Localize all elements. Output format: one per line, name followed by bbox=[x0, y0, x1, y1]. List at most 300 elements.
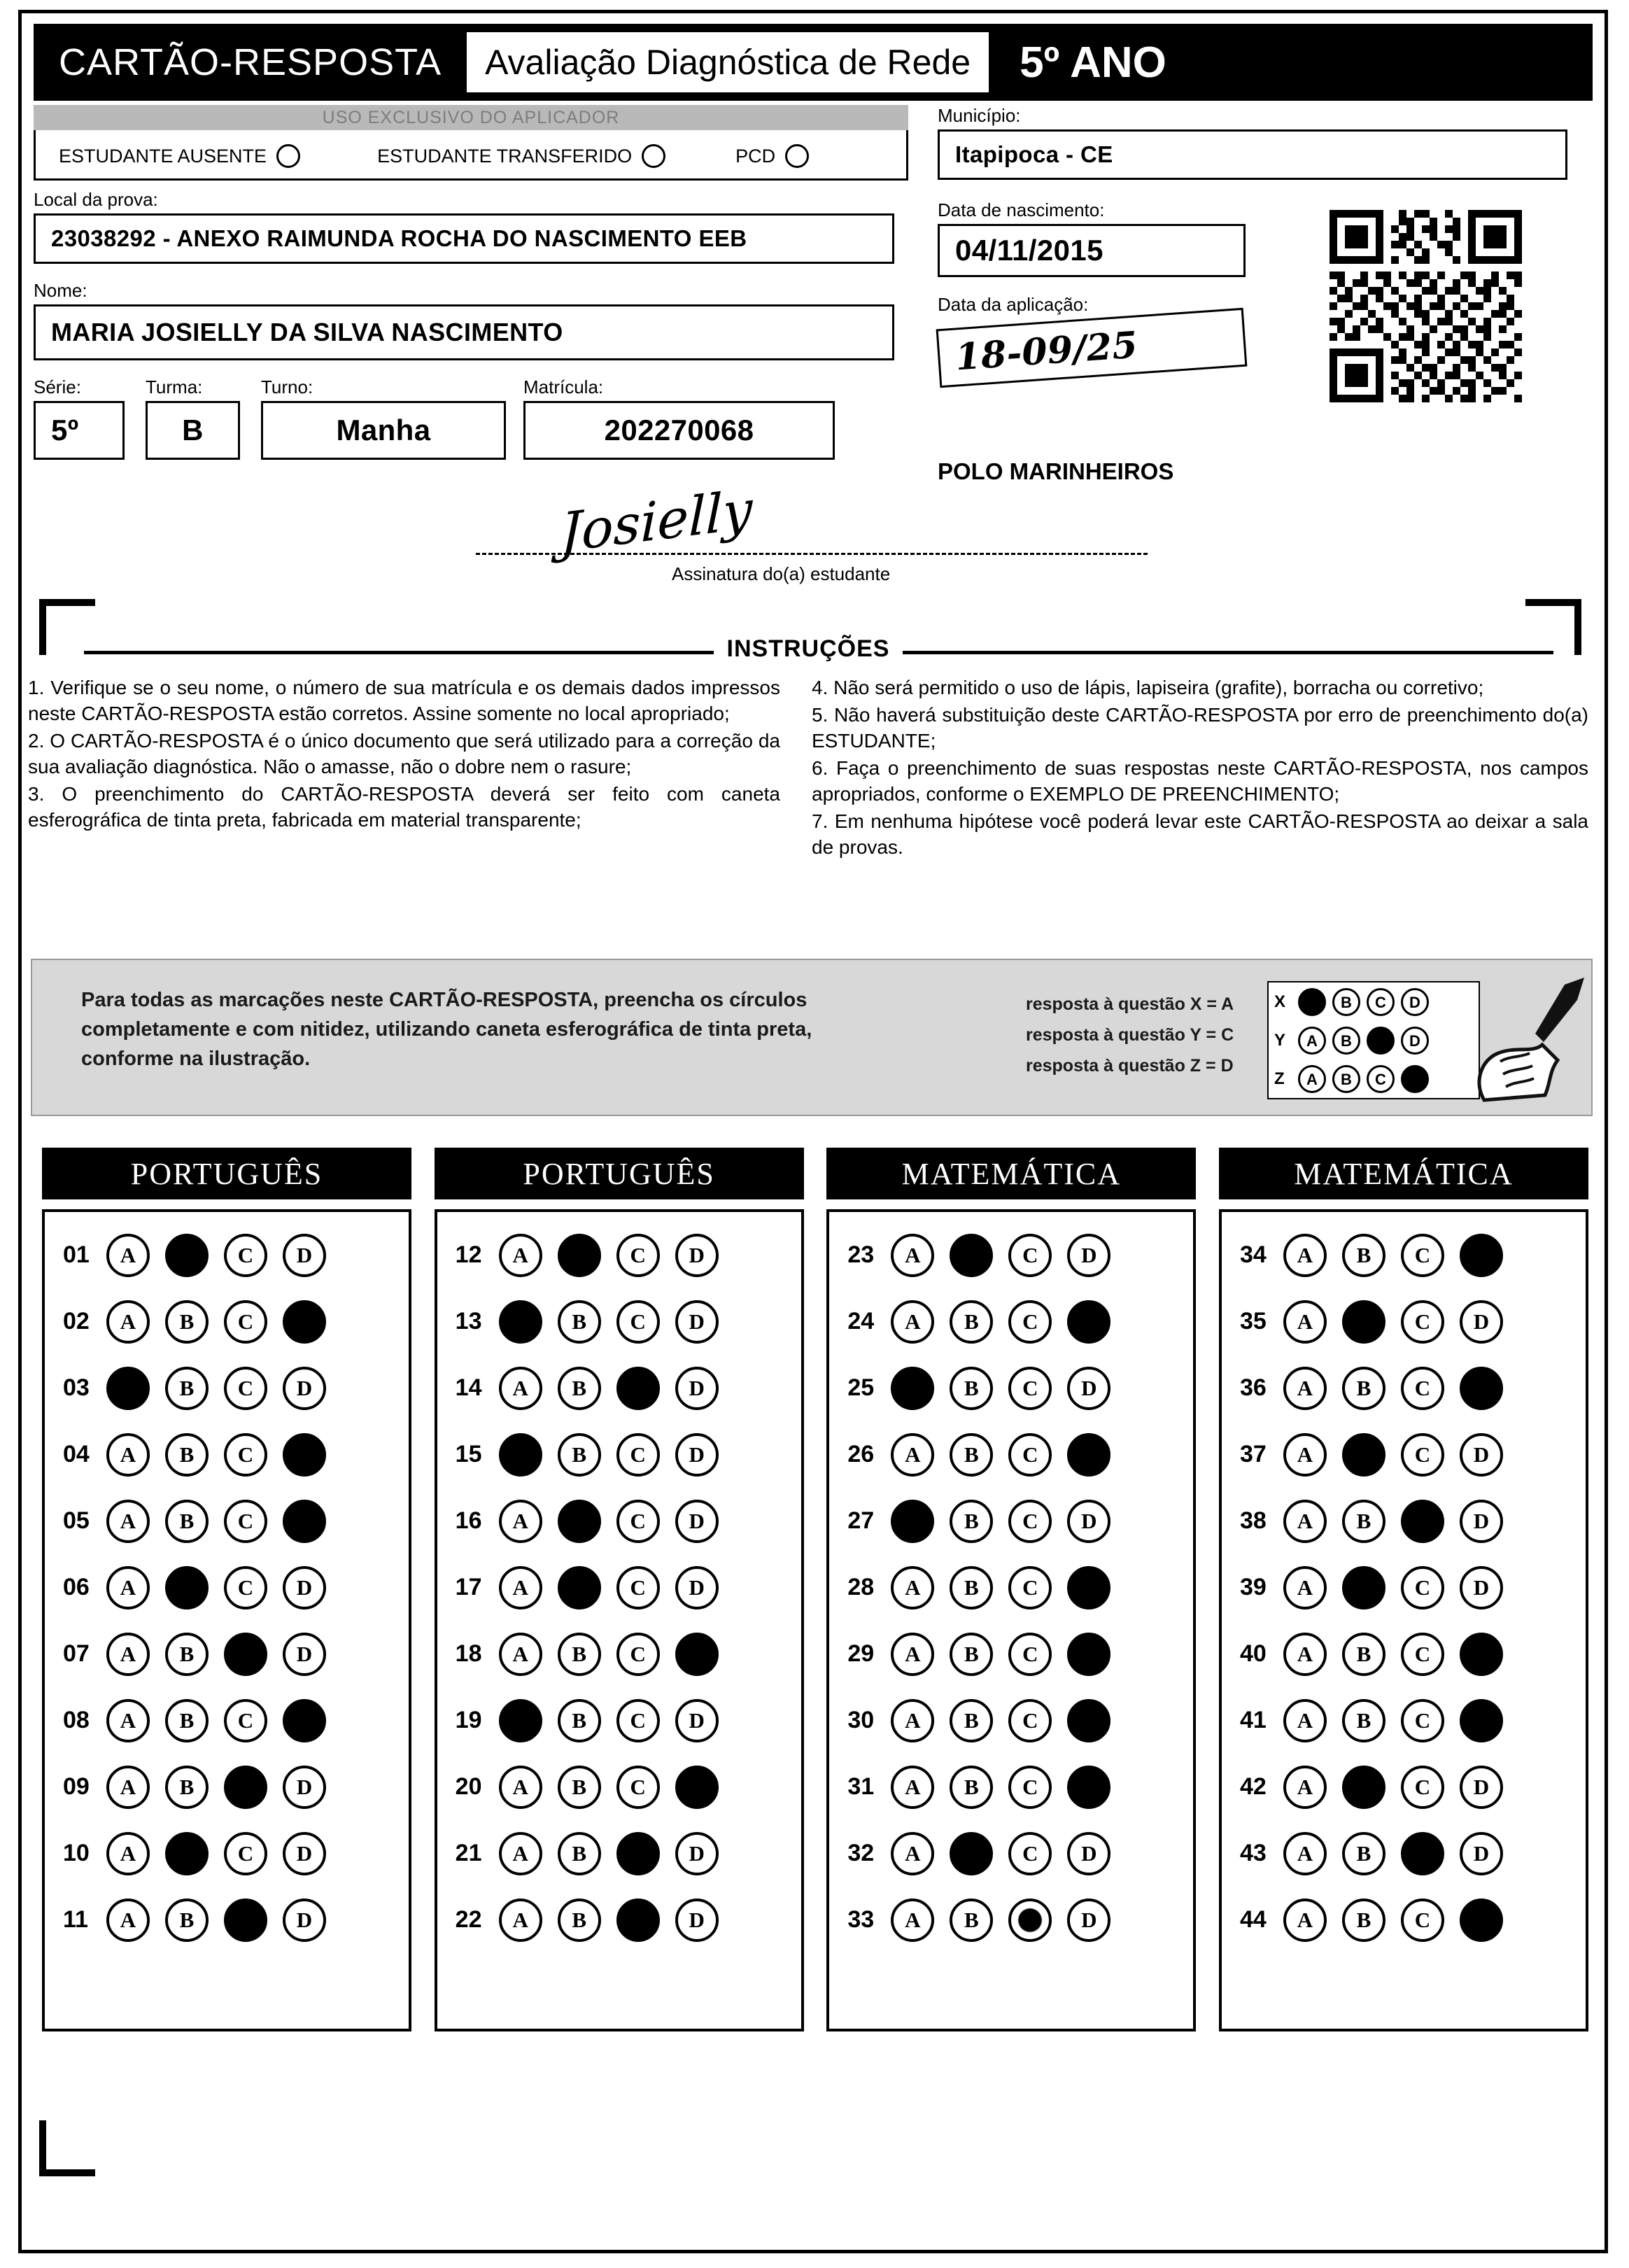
bubble-d[interactable]: D bbox=[675, 1433, 719, 1477]
bubble-b[interactable]: B bbox=[950, 1433, 993, 1477]
bubble-b[interactable]: B bbox=[165, 1766, 209, 1809]
bubble-c[interactable]: C bbox=[224, 1832, 267, 1875]
example-row bbox=[1269, 982, 1479, 1021]
bubble-d[interactable]: D bbox=[1460, 1633, 1503, 1676]
bubble-b[interactable]: B bbox=[1342, 1766, 1385, 1809]
bubble-d[interactable]: D bbox=[1067, 1832, 1110, 1875]
bubble-c[interactable]: C bbox=[224, 1566, 267, 1610]
answer-row[interactable] bbox=[1222, 1754, 1586, 1820]
bubble-c[interactable]: C bbox=[1401, 1633, 1444, 1676]
question-number: 44 bbox=[1239, 1906, 1267, 1933]
bubble-d[interactable]: D bbox=[1460, 1500, 1503, 1543]
answer-row[interactable] bbox=[1222, 1887, 1586, 1953]
bubble-b[interactable]: B bbox=[165, 1367, 209, 1410]
bubble-c[interactable]: C bbox=[224, 1899, 267, 1942]
bubble-d[interactable]: D bbox=[283, 1633, 326, 1676]
answer-row[interactable] bbox=[437, 1288, 801, 1355]
bubble-c[interactable]: C bbox=[1008, 1500, 1052, 1543]
bubble-d[interactable]: D bbox=[675, 1566, 719, 1610]
question-number: 19 bbox=[455, 1707, 482, 1733]
answer-row[interactable] bbox=[1222, 1222, 1586, 1288]
question-number: 37 bbox=[1239, 1441, 1267, 1467]
question-number: 33 bbox=[847, 1906, 875, 1933]
bubble-d[interactable]: D bbox=[1067, 1433, 1110, 1477]
bubble-d[interactable]: D bbox=[1067, 1899, 1110, 1942]
bubble-c[interactable]: C bbox=[1401, 1832, 1444, 1875]
bubble-d[interactable]: D bbox=[1460, 1433, 1503, 1477]
bubble-a[interactable]: A bbox=[1283, 1633, 1327, 1676]
bubble-a[interactable]: A bbox=[499, 1766, 542, 1809]
bubble-a[interactable]: A bbox=[1283, 1433, 1327, 1477]
answer-row[interactable] bbox=[45, 1754, 409, 1820]
bubble-c[interactable]: C bbox=[616, 1433, 660, 1477]
bubble-b[interactable]: B bbox=[165, 1899, 209, 1942]
identification-block bbox=[34, 105, 922, 497]
bubble-c[interactable]: C bbox=[224, 1766, 267, 1809]
example-bubble-b: B bbox=[1332, 988, 1360, 1016]
answer-row[interactable] bbox=[1222, 1554, 1586, 1621]
bubble-c[interactable]: C bbox=[616, 1300, 660, 1344]
bubble-a[interactable]: A bbox=[891, 1699, 934, 1742]
answer-row[interactable] bbox=[437, 1488, 801, 1554]
answer-row[interactable] bbox=[45, 1288, 409, 1355]
bubble-c[interactable]: C bbox=[224, 1433, 267, 1477]
example-row-label: Z bbox=[1274, 1069, 1285, 1088]
answer-row[interactable] bbox=[1222, 1687, 1586, 1754]
answer-row[interactable] bbox=[829, 1488, 1193, 1554]
bubble-d[interactable]: D bbox=[675, 1766, 719, 1809]
bubble-b[interactable]: B bbox=[950, 1566, 993, 1610]
turma-value: B bbox=[146, 401, 240, 460]
bubble-d[interactable]: D bbox=[1460, 1766, 1503, 1809]
bubble-a[interactable]: A bbox=[891, 1433, 934, 1477]
answer-row[interactable] bbox=[437, 1554, 801, 1621]
subject-header: PORTUGUÊS bbox=[435, 1148, 804, 1199]
option-label: PCD bbox=[735, 145, 776, 167]
registration-mark-bottom-left bbox=[39, 2120, 95, 2176]
turno-field bbox=[261, 376, 506, 460]
bubble-c[interactable]: C bbox=[1401, 1500, 1444, 1543]
bubble-d[interactable]: D bbox=[283, 1566, 326, 1610]
answer-column-body bbox=[435, 1209, 804, 2031]
bubble-b[interactable]: B bbox=[558, 1500, 601, 1543]
example-row-label: X bbox=[1274, 992, 1286, 1011]
bubble-d[interactable]: D bbox=[283, 1766, 326, 1809]
bubble-b[interactable]: B bbox=[558, 1367, 601, 1410]
bubble-b[interactable]: B bbox=[558, 1766, 601, 1809]
hand-with-pen-icon bbox=[1460, 978, 1593, 1107]
bubble-c[interactable]: C bbox=[616, 1234, 660, 1277]
bubble-d[interactable]: D bbox=[1067, 1699, 1110, 1742]
answer-row[interactable] bbox=[45, 1820, 409, 1887]
bubble-a[interactable]: A bbox=[499, 1367, 542, 1410]
bubble-b[interactable]: B bbox=[558, 1234, 601, 1277]
answer-row[interactable] bbox=[437, 1621, 801, 1687]
turma-label: Turma: bbox=[146, 376, 203, 397]
bubble-b[interactable]: B bbox=[1342, 1300, 1385, 1344]
question-number: 08 bbox=[63, 1707, 90, 1733]
bubble-d[interactable]: D bbox=[675, 1367, 719, 1410]
bubble-b[interactable]: B bbox=[950, 1367, 993, 1410]
bubble-d[interactable]: D bbox=[283, 1367, 326, 1410]
bubble-a[interactable]: A bbox=[499, 1832, 542, 1875]
bubble-a[interactable]: A bbox=[891, 1832, 934, 1875]
bubble-b[interactable]: B bbox=[558, 1566, 601, 1610]
instruction-item: 7. Em nenhuma hipótese você poderá levar este CARTÃO-RESPOSTA ao deixar a sala de provas. bbox=[812, 810, 1588, 858]
nascimento-value: 04/11/2015 bbox=[938, 224, 1246, 277]
example-bubble-a: A bbox=[1298, 1027, 1326, 1055]
bubble-d[interactable]: D bbox=[675, 1234, 719, 1277]
bubble-a[interactable]: A bbox=[499, 1300, 542, 1344]
answer-row[interactable] bbox=[45, 1621, 409, 1687]
bubble-d[interactable]: D bbox=[1460, 1566, 1503, 1610]
question-number: 27 bbox=[847, 1507, 875, 1534]
bubble-d[interactable]: D bbox=[283, 1832, 326, 1875]
bubble-c[interactable]: C bbox=[616, 1766, 660, 1809]
subject-header: PORTUGUÊS bbox=[42, 1148, 411, 1199]
bubble-a[interactable]: A bbox=[1283, 1899, 1327, 1942]
answer-row[interactable] bbox=[829, 1288, 1193, 1355]
answer-row[interactable] bbox=[1222, 1488, 1586, 1554]
question-number: 35 bbox=[1239, 1308, 1267, 1334]
answer-row[interactable] bbox=[1222, 1288, 1586, 1355]
example-row bbox=[1269, 1059, 1479, 1098]
answer-row[interactable] bbox=[437, 1820, 801, 1887]
answer-row[interactable] bbox=[1222, 1820, 1586, 1887]
bubble-a[interactable]: A bbox=[499, 1699, 542, 1742]
question-number: 04 bbox=[63, 1441, 90, 1467]
bubble-c[interactable]: C bbox=[1008, 1433, 1052, 1477]
bubble-a[interactable]: A bbox=[891, 1500, 934, 1543]
bubble-a[interactable]: A bbox=[1283, 1832, 1327, 1875]
bubble-c[interactable]: C bbox=[224, 1500, 267, 1543]
bubble-c[interactable]: C bbox=[1401, 1766, 1444, 1809]
bubble-d[interactable]: D bbox=[283, 1699, 326, 1742]
answer-row[interactable] bbox=[437, 1421, 801, 1488]
bubble-d[interactable]: D bbox=[675, 1633, 719, 1676]
example-bubble-c: C bbox=[1367, 1065, 1395, 1093]
bubble-b[interactable]: B bbox=[1342, 1433, 1385, 1477]
question-number: 01 bbox=[63, 1241, 90, 1268]
matricula-field bbox=[523, 376, 835, 460]
bubble-c[interactable]: C bbox=[1401, 1234, 1444, 1277]
bubble-b[interactable]: B bbox=[950, 1500, 993, 1543]
answer-row[interactable] bbox=[437, 1687, 801, 1754]
answer-row[interactable] bbox=[829, 1754, 1193, 1820]
bubble-b[interactable]: B bbox=[1342, 1234, 1385, 1277]
bubble-c[interactable]: C bbox=[1008, 1699, 1052, 1742]
answer-row[interactable] bbox=[1222, 1621, 1586, 1687]
bubble-a[interactable]: A bbox=[891, 1566, 934, 1610]
bubble-d[interactable]: D bbox=[675, 1899, 719, 1942]
bubble-c[interactable]: C bbox=[224, 1633, 267, 1676]
question-number: 32 bbox=[847, 1840, 875, 1866]
answer-column-body bbox=[42, 1209, 411, 2031]
answer-row[interactable] bbox=[437, 1222, 801, 1288]
answer-row[interactable] bbox=[829, 1421, 1193, 1488]
bubble-d[interactable]: D bbox=[1067, 1766, 1110, 1809]
bubble-c[interactable]: C bbox=[616, 1699, 660, 1742]
question-number: 39 bbox=[1239, 1574, 1267, 1600]
instructions-rule-right bbox=[903, 651, 1553, 654]
answer-column-4 bbox=[1219, 1148, 1588, 2036]
bubble-a[interactable]: A bbox=[106, 1899, 150, 1942]
bubble-b[interactable]: B bbox=[950, 1899, 993, 1942]
bubble-d[interactable]: D bbox=[283, 1433, 326, 1477]
example-row bbox=[1269, 1021, 1479, 1059]
bubble-b[interactable]: B bbox=[165, 1234, 209, 1277]
bubble-b[interactable]: B bbox=[1342, 1832, 1385, 1875]
bubble-d[interactable]: D bbox=[1067, 1367, 1110, 1410]
municipio-label: Município: bbox=[938, 105, 1021, 126]
example-bubble-b: B bbox=[1332, 1065, 1360, 1093]
bubble-b[interactable]: B bbox=[558, 1832, 601, 1875]
answer-row[interactable] bbox=[829, 1887, 1193, 1953]
answer-row[interactable] bbox=[829, 1687, 1193, 1754]
bubble-d[interactable]: D bbox=[1067, 1633, 1110, 1676]
bubble-c[interactable]: C bbox=[616, 1367, 660, 1410]
bubble-c[interactable]: C bbox=[224, 1699, 267, 1742]
bubble-c[interactable]: C bbox=[224, 1234, 267, 1277]
serie-value: 5º bbox=[34, 401, 125, 460]
bubble-b[interactable]: B bbox=[165, 1633, 209, 1676]
bubble-a[interactable]: A bbox=[106, 1766, 150, 1809]
bubble-b[interactable]: B bbox=[1342, 1633, 1385, 1676]
option-estudante-transferido[interactable] bbox=[377, 144, 665, 168]
bubble-c[interactable]: C bbox=[1008, 1832, 1052, 1875]
local-label: Local da prova: bbox=[34, 189, 158, 210]
bubble-a[interactable]: A bbox=[499, 1433, 542, 1477]
question-number: 26 bbox=[847, 1441, 875, 1467]
bubble-d[interactable]: D bbox=[1460, 1234, 1503, 1277]
question-number: 09 bbox=[63, 1773, 90, 1800]
answer-row[interactable] bbox=[45, 1421, 409, 1488]
bubble-c[interactable]: C bbox=[616, 1832, 660, 1875]
answer-row[interactable] bbox=[829, 1820, 1193, 1887]
bubble-b[interactable]: B bbox=[1342, 1566, 1385, 1610]
answer-row[interactable] bbox=[45, 1222, 409, 1288]
legend-item: resposta à questão Y = C bbox=[1026, 1024, 1234, 1045]
bubble-c[interactable]: C bbox=[616, 1566, 660, 1610]
bubble-a[interactable]: A bbox=[106, 1433, 150, 1477]
bubble-b[interactable]: B bbox=[165, 1699, 209, 1742]
registration-mark-top-right bbox=[1525, 599, 1581, 655]
answer-row[interactable] bbox=[437, 1754, 801, 1820]
instructions-column-right bbox=[812, 675, 1588, 862]
bubble-a[interactable]: A bbox=[1283, 1300, 1327, 1344]
bubble-b[interactable]: B bbox=[165, 1500, 209, 1543]
bubble-c[interactable]: C bbox=[224, 1367, 267, 1410]
question-number: 02 bbox=[63, 1308, 90, 1334]
legend-item: resposta à questão X = A bbox=[1026, 994, 1234, 1014]
bubble-a[interactable]: A bbox=[891, 1899, 934, 1942]
transferido-bubble-icon[interactable] bbox=[642, 144, 665, 168]
bubble-c[interactable]: C bbox=[1401, 1566, 1444, 1610]
bubble-a[interactable]: A bbox=[499, 1566, 542, 1610]
bubble-c[interactable]: C bbox=[1008, 1566, 1052, 1610]
bubble-a[interactable]: A bbox=[499, 1234, 542, 1277]
bubble-b[interactable]: B bbox=[558, 1899, 601, 1942]
answer-row[interactable] bbox=[437, 1355, 801, 1421]
answer-row[interactable] bbox=[829, 1355, 1193, 1421]
turno-value: Manha bbox=[261, 401, 506, 460]
answer-row[interactable] bbox=[829, 1222, 1193, 1288]
bubble-c[interactable]: C bbox=[1008, 1367, 1052, 1410]
bubble-c[interactable]: C bbox=[1008, 1633, 1052, 1676]
answer-column-body bbox=[826, 1209, 1196, 2031]
bubble-d[interactable]: D bbox=[1460, 1832, 1503, 1875]
question-number: 14 bbox=[455, 1374, 482, 1401]
bubble-d[interactable]: D bbox=[1460, 1367, 1503, 1410]
bubble-d[interactable]: D bbox=[675, 1500, 719, 1543]
instruction-item: 5. Não haverá substituição deste CARTÃO-RESPOSTA por erro de preenchimento do(a) ESTUDANTE; bbox=[812, 703, 1588, 752]
question-number: 13 bbox=[455, 1308, 482, 1334]
bubble-d[interactable]: D bbox=[1067, 1300, 1110, 1344]
bubble-a[interactable]: A bbox=[106, 1633, 150, 1676]
bubble-b[interactable]: B bbox=[950, 1699, 993, 1742]
bubble-d[interactable]: D bbox=[283, 1300, 326, 1344]
bubble-c[interactable]: C bbox=[1008, 1766, 1052, 1809]
pcd-bubble-icon[interactable] bbox=[785, 144, 809, 168]
option-estudante-ausente[interactable] bbox=[59, 144, 300, 168]
bubble-b[interactable]: B bbox=[1342, 1899, 1385, 1942]
bubble-c[interactable]: C bbox=[1401, 1300, 1444, 1344]
bubble-b[interactable]: B bbox=[558, 1633, 601, 1676]
question-number: 20 bbox=[455, 1773, 482, 1800]
bubble-d[interactable]: D bbox=[1460, 1300, 1503, 1344]
answer-row[interactable] bbox=[1222, 1355, 1586, 1421]
answer-row[interactable] bbox=[437, 1887, 801, 1953]
bubble-b[interactable]: B bbox=[558, 1300, 601, 1344]
bubble-b[interactable]: B bbox=[950, 1300, 993, 1344]
example-bubble-a: A bbox=[1298, 1065, 1326, 1093]
bubble-a[interactable]: A bbox=[1283, 1367, 1327, 1410]
bubble-b[interactable]: B bbox=[950, 1234, 993, 1277]
bubble-a[interactable]: A bbox=[891, 1367, 934, 1410]
bubble-d[interactable]: D bbox=[1067, 1234, 1110, 1277]
instruction-item: 6. Faça o preenchimento de suas respostas neste CARTÃO-RESPOSTA, nos campos apropriados, conforme o EXEMPLO DE PREENCHIMENTO; bbox=[812, 756, 1588, 805]
bubble-c[interactable]: C bbox=[616, 1633, 660, 1676]
bubble-a[interactable]: A bbox=[106, 1234, 150, 1277]
bubble-c[interactable]: C bbox=[616, 1500, 660, 1543]
bubble-a[interactable]: A bbox=[1283, 1566, 1327, 1610]
header-band bbox=[34, 24, 1593, 101]
bubble-c[interactable]: C bbox=[1008, 1234, 1052, 1277]
bubble-b[interactable]: B bbox=[950, 1766, 993, 1809]
bubble-a[interactable]: A bbox=[1283, 1766, 1327, 1809]
bubble-d[interactable]: D bbox=[1460, 1899, 1503, 1942]
bubble-a[interactable]: A bbox=[891, 1633, 934, 1676]
bubble-c[interactable]: C bbox=[1008, 1300, 1052, 1344]
answer-row[interactable] bbox=[1222, 1421, 1586, 1488]
bubble-d[interactable]: D bbox=[675, 1300, 719, 1344]
question-number: 05 bbox=[63, 1507, 90, 1534]
bubble-a[interactable]: A bbox=[499, 1500, 542, 1543]
question-number: 40 bbox=[1239, 1640, 1267, 1667]
bubble-b[interactable]: B bbox=[950, 1832, 993, 1875]
bubble-a[interactable]: A bbox=[499, 1633, 542, 1676]
answer-row[interactable] bbox=[829, 1621, 1193, 1687]
bubble-a[interactable]: A bbox=[106, 1832, 150, 1875]
bubble-c[interactable] bbox=[1008, 1899, 1052, 1942]
question-number: 30 bbox=[847, 1707, 875, 1733]
instructions-rule-left bbox=[84, 651, 714, 654]
bubble-b[interactable]: B bbox=[165, 1566, 209, 1610]
bubble-a[interactable]: A bbox=[106, 1500, 150, 1543]
bubble-c[interactable]: C bbox=[616, 1899, 660, 1942]
bubble-a[interactable]: A bbox=[106, 1566, 150, 1610]
bubble-d[interactable]: D bbox=[283, 1500, 326, 1543]
bubble-b[interactable]: B bbox=[558, 1433, 601, 1477]
instructions-title: INSTRUÇÕES bbox=[726, 635, 890, 662]
bubble-b[interactable]: B bbox=[165, 1832, 209, 1875]
bubble-a[interactable]: A bbox=[1283, 1500, 1327, 1543]
answer-row[interactable] bbox=[829, 1554, 1193, 1621]
bubble-b[interactable]: B bbox=[165, 1433, 209, 1477]
bubble-c[interactable]: C bbox=[1401, 1367, 1444, 1410]
answer-row[interactable] bbox=[45, 1554, 409, 1621]
option-pcd[interactable] bbox=[735, 144, 809, 168]
answer-row[interactable] bbox=[45, 1687, 409, 1754]
bubble-c[interactable]: C bbox=[1401, 1899, 1444, 1942]
bubble-d[interactable]: D bbox=[283, 1234, 326, 1277]
bubble-d[interactable]: D bbox=[675, 1699, 719, 1742]
polo-label: POLO MARINHEIROS bbox=[938, 458, 1174, 484]
bubble-b[interactable]: B bbox=[165, 1300, 209, 1344]
bubble-a[interactable]: A bbox=[106, 1300, 150, 1344]
bubble-b[interactable]: B bbox=[1342, 1367, 1385, 1410]
answer-column-3 bbox=[826, 1148, 1196, 2036]
bubble-a[interactable]: A bbox=[891, 1300, 934, 1344]
nome-field bbox=[34, 280, 894, 360]
bubble-b[interactable]: B bbox=[1342, 1699, 1385, 1742]
bubble-a[interactable]: A bbox=[1283, 1234, 1327, 1277]
bubble-b[interactable]: B bbox=[950, 1633, 993, 1676]
bubble-a[interactable]: A bbox=[1283, 1699, 1327, 1742]
example-bubble-a: A bbox=[1298, 988, 1326, 1016]
ausente-bubble-icon[interactable] bbox=[276, 144, 300, 168]
example-bubble-grid bbox=[1267, 981, 1480, 1099]
bubble-b[interactable]: B bbox=[1342, 1500, 1385, 1543]
turma-field bbox=[146, 376, 240, 460]
question-number: 42 bbox=[1239, 1773, 1267, 1800]
bubble-d[interactable]: D bbox=[283, 1899, 326, 1942]
aplicacao-value: 18-09/25 bbox=[936, 308, 1248, 388]
question-number: 28 bbox=[847, 1574, 875, 1600]
bubble-d[interactable]: D bbox=[1067, 1566, 1110, 1610]
bubble-b[interactable]: B bbox=[558, 1699, 601, 1742]
answer-row[interactable] bbox=[45, 1355, 409, 1421]
bubble-a[interactable]: A bbox=[891, 1234, 934, 1277]
bubble-d[interactable]: D bbox=[1460, 1699, 1503, 1742]
example-bubble-b: B bbox=[1332, 1027, 1360, 1055]
question-number: 21 bbox=[455, 1840, 482, 1866]
applicator-options bbox=[34, 133, 908, 179]
example-legend bbox=[1026, 989, 1234, 1081]
bubble-a[interactable]: A bbox=[106, 1367, 150, 1410]
answer-row[interactable] bbox=[45, 1887, 409, 1953]
answer-row[interactable] bbox=[45, 1488, 409, 1554]
bubble-d[interactable]: D bbox=[1067, 1500, 1110, 1543]
bubble-a[interactable]: A bbox=[891, 1766, 934, 1809]
bubble-c[interactable]: C bbox=[224, 1300, 267, 1344]
bubble-c[interactable]: C bbox=[1401, 1699, 1444, 1742]
example-bubble-c: C bbox=[1367, 1027, 1395, 1055]
bubble-c[interactable]: C bbox=[1401, 1433, 1444, 1477]
bubble-a[interactable]: A bbox=[499, 1899, 542, 1942]
bubble-d[interactable]: D bbox=[675, 1832, 719, 1875]
bubble-a[interactable]: A bbox=[106, 1699, 150, 1742]
